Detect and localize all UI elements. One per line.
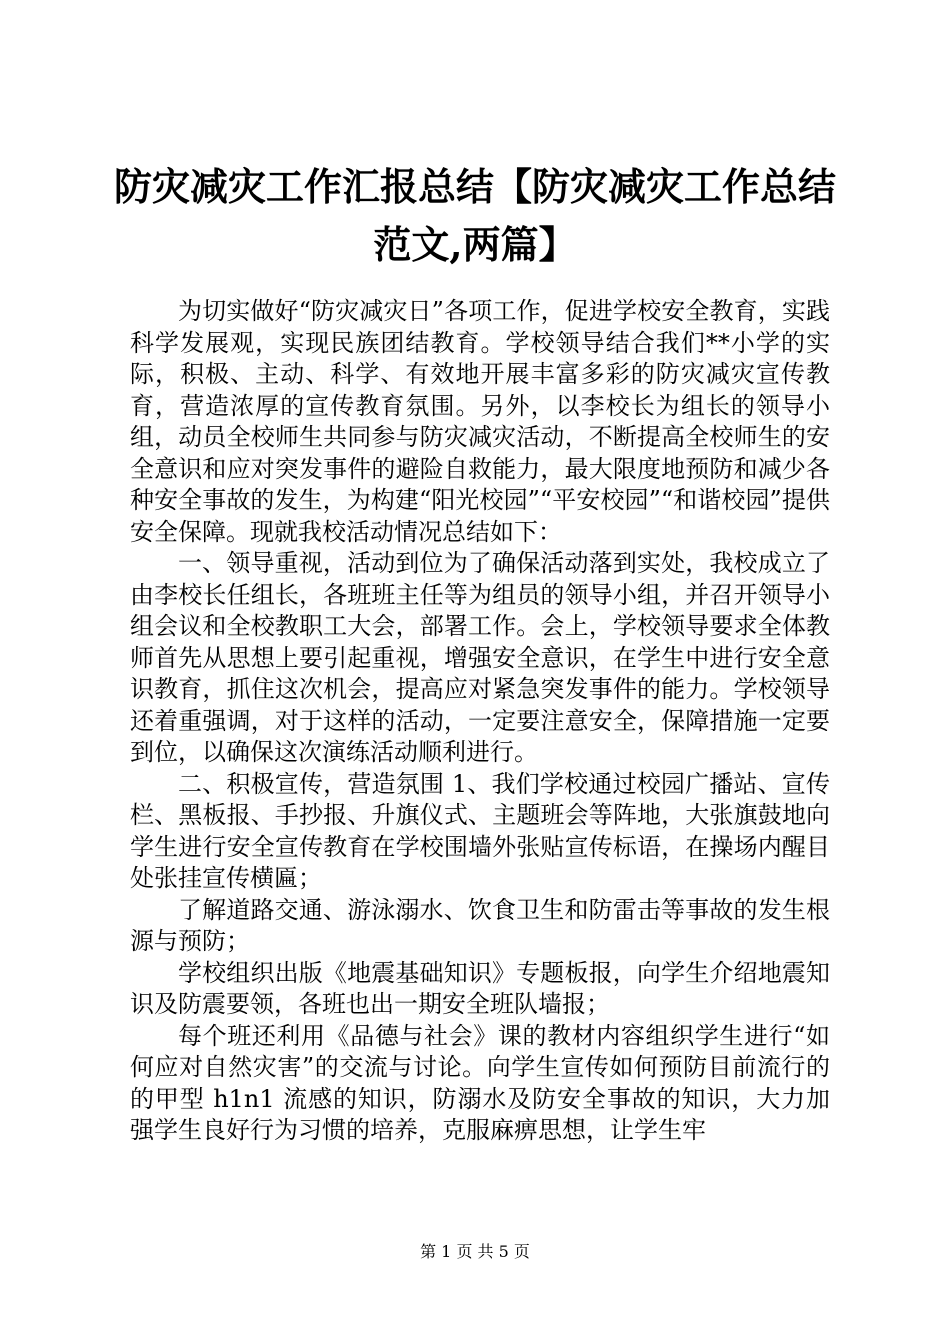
paragraph-section-2: 二、积极宣传，营造氛围 1、我们学校通过校园广播站、宣传栏、黑板报、手抄报、升旗仪式、主题班会等阵地，大张旗鼓地向学生进行安全宣传教育在学校围墙外张贴宣传标语，在操场内醒目处张挂宣传横匾；	[130, 769, 830, 892]
document-title: 防灾减灾工作汇报总结【防灾减灾工作总结范文,两篇】	[113, 164, 836, 267]
paragraph-traffic-safety: 了解道路交通、游泳溺水、饮食卫生和防雷击等事故的发生根源与预防；	[130, 895, 830, 955]
document-body	[130, 296, 830, 1147]
paragraph-section-1: 一、领导重视，活动到位为了确保活动落到实处，我校成立了由李校长任组长，各班班主任等为组员的领导小组，并召开领导小组会议和全校教职工大会，部署工作。会上，学校领导要求全体教师首先从思想上要引起重视，增强安全意识，在学生中进行安全意识教育，抓住这次机会，提高应对紧急突发事件的能力。学校领导还着重强调，对于这样的活动，一定要注意安全，保障措施一定要到位，以确保这次演练活动顺利进行。	[130, 549, 830, 766]
paragraph-class-discussion: 每个班还利用《品德与社会》课的教材内容组织学生进行“如何应对自然灾害”的交流与讨论。向学生宣传如何预防目前流行的的甲型 h1n1 流感的知识，防溺水及防安全事故的知识，大力加强学生良好行为习惯的培养，克服麻痹思想，让学生牢	[130, 1021, 830, 1144]
paragraph-intro: 为切实做好“防灾减灾日”各项工作，促进学校安全教育，实践科学发展观，实现民族团结教育。学校领导结合我们**小学的实际，积极、主动、科学、有效地开展丰富多彩的防灾减灾宣传教育，营造浓厚的宣传教育氛围。另外，以李校长为组长的领导小组，动员全校师生共同参与防灾减灾活动，不断提高全校师生的安全意识和应对突发事件的避险自救能力，最大限度地预防和减少各种安全事故的发生，为构建“阳光校园”“平安校园”“和谐校园”提供安全保障。现就我校活动情况总结如下：	[130, 297, 830, 546]
page-footer: 第 1 页 共 5 页	[420, 1242, 530, 1261]
paragraph-earthquake-board: 学校组织出版《地震基础知识》专题板报，向学生介绍地震知识及防震要领，各班也出一期安全班队墙报；	[130, 958, 830, 1018]
